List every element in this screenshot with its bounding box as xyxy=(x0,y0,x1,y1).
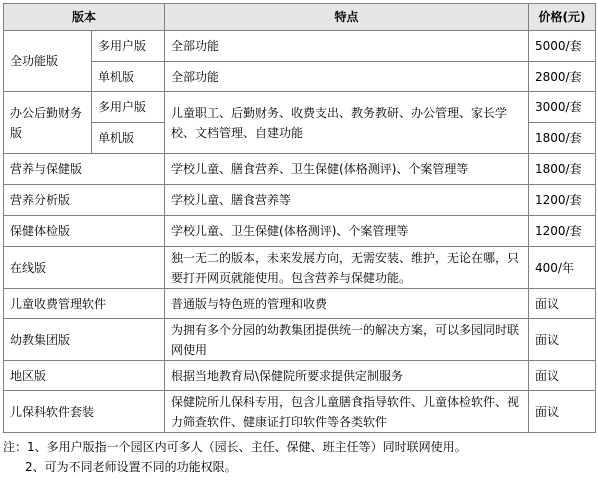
features-cell: 独一无二的版本，未来发展方向，无需安装、维护，无论在哪，只要打开网页就能使用。包含营养与保健功能。 xyxy=(165,247,529,289)
footnote-2: 2、可为不同老师设置不同的功能权限。 xyxy=(25,460,237,474)
price-cell: 面议 xyxy=(529,391,596,433)
sub-type-cell: 单机版 xyxy=(92,62,165,92)
price-cell: 面议 xyxy=(529,319,596,361)
edition-cell: 营养分析版 xyxy=(4,185,165,216)
header-edition: 版本 xyxy=(4,4,165,31)
table-header-row xyxy=(4,4,596,31)
edition-cell: 办公后勤财务版 xyxy=(4,92,92,154)
table-row xyxy=(4,31,596,62)
sub-type-cell: 多用户版 xyxy=(92,31,165,62)
features-cell: 为拥有多个分园的幼教集团提供统一的解决方案，可以多园同时联网使用 xyxy=(165,319,529,361)
features-cell: 根据当地教育局\保健院所要求提供定制服务 xyxy=(165,361,529,391)
sub-type-cell: 单机版 xyxy=(92,123,165,154)
price-cell: 5000/套 xyxy=(529,31,596,62)
table-row xyxy=(4,391,596,433)
table-row xyxy=(4,92,596,123)
table-row xyxy=(4,154,596,185)
features-cell: 全部功能 xyxy=(165,62,529,92)
edition-cell: 在线版 xyxy=(4,247,165,289)
table-row xyxy=(4,319,596,361)
sub-type-cell: 多用户版 xyxy=(92,92,165,123)
edition-cell: 保健体检版 xyxy=(4,216,165,247)
price-cell: 1200/套 xyxy=(529,216,596,247)
features-cell: 学校儿童、卫生保健(体格测评)、个案管理等 xyxy=(165,216,529,247)
footnote-1: 注：1、多用户版指一个园区内可多人（园长、主任、保健、班主任等）同时联网使用。 xyxy=(3,440,467,454)
edition-cell: 营养与保健版 xyxy=(4,154,165,185)
price-cell: 1800/套 xyxy=(529,123,596,154)
table-row xyxy=(4,216,596,247)
table-row xyxy=(4,62,596,92)
header-features: 特点 xyxy=(165,4,529,31)
features-cell: 学校儿童、膳食营养、卫生保健(体格测评)、个案管理等 xyxy=(165,154,529,185)
edition-cell: 儿保科软件套装 xyxy=(4,391,165,433)
features-cell: 学校儿童、膳食营养等 xyxy=(165,185,529,216)
price-cell: 400/年 xyxy=(529,247,596,289)
edition-cell: 地区版 xyxy=(4,361,165,391)
header-price: 价格(元) xyxy=(529,4,596,31)
table-row xyxy=(4,247,596,289)
edition-cell: 儿童收费管理软件 xyxy=(4,289,165,319)
table-row xyxy=(4,361,596,391)
edition-cell: 全功能版 xyxy=(4,31,92,92)
table-row xyxy=(4,289,596,319)
price-cell: 面议 xyxy=(529,289,596,319)
footnotes xyxy=(3,437,595,477)
features-cell: 全部功能 xyxy=(165,31,529,62)
features-cell: 普通版与特色班的管理和收费 xyxy=(165,289,529,319)
features-cell: 保健院所儿保科专用，包含儿童膳食指导软件、儿童体检软件、视力筛查软件、健康证打印软件等各类软件 xyxy=(165,391,529,433)
edition-cell: 幼教集团版 xyxy=(4,319,165,361)
price-table xyxy=(3,3,596,433)
price-cell: 1800/套 xyxy=(529,154,596,185)
price-cell: 1200/套 xyxy=(529,185,596,216)
price-cell: 面议 xyxy=(529,361,596,391)
features-cell: 儿童职工、后勤财务、收费支出、教务教研、办公管理、家长学校、文档管理、自建功能 xyxy=(165,92,529,154)
price-cell: 2800/套 xyxy=(529,62,596,92)
price-cell: 3000/套 xyxy=(529,92,596,123)
table-row xyxy=(4,185,596,216)
